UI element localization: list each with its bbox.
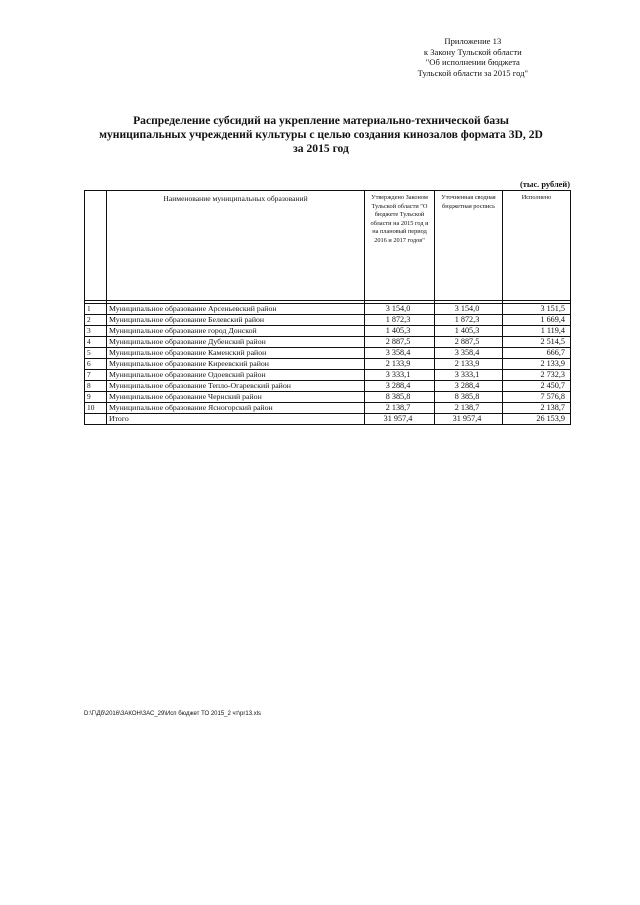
row-executed: 2 138,7 — [503, 403, 571, 414]
total-executed: 26 153,9 — [503, 414, 571, 425]
appendix-line-4: Тульской области за 2015 год" — [417, 67, 528, 78]
row-name: Муниципальное образование Арсеньевский район — [107, 304, 365, 315]
table-row — [85, 348, 571, 359]
row-refined: 2 133,9 — [435, 359, 503, 370]
total-label: Итого — [107, 414, 365, 425]
row-name: Муниципальное образование Каменский район — [107, 348, 365, 359]
row-approved: 2 887,5 — [365, 337, 435, 348]
row-executed: 2 514,5 — [503, 337, 571, 348]
row-executed: 2 450,7 — [503, 381, 571, 392]
units-label: (тыс. рублей) — [520, 180, 570, 189]
row-executed: 2 133,9 — [503, 359, 571, 370]
table-row — [85, 370, 571, 381]
row-name: Муниципальное образование Чернский район — [107, 392, 365, 403]
header-executed: Исполнено — [503, 191, 571, 301]
table-header-row — [85, 191, 571, 301]
appendix-line-2: к Закону Тульской области — [423, 46, 522, 57]
header-approved: Утверждено Законом Тульской области "О бюджете Тульской области на 2015 год и на плановый период 2016 и 2017 годов" — [365, 191, 435, 301]
table-row — [85, 392, 571, 403]
row-name: Муниципальное образование город Донской — [107, 326, 365, 337]
row-number: 10 — [85, 403, 107, 414]
row-approved: 8 385,8 — [365, 392, 435, 403]
table-row — [85, 304, 571, 315]
appendix-line-1: Приложение 13 — [444, 36, 502, 46]
table-row — [85, 359, 571, 370]
total-number — [85, 414, 107, 425]
row-number: 8 — [85, 381, 107, 392]
header-number — [85, 191, 107, 301]
row-executed: 3 151,5 — [503, 304, 571, 315]
row-refined: 3 154,0 — [435, 304, 503, 315]
row-name: Муниципальное образование Ясногорский район — [107, 403, 365, 414]
row-refined: 1 405,3 — [435, 326, 503, 337]
row-name: Муниципальное образование Киреевский район — [107, 359, 365, 370]
row-executed: 7 576,8 — [503, 392, 571, 403]
subsidy-table — [84, 190, 571, 425]
row-refined: 2 887,5 — [435, 337, 503, 348]
row-approved: 3 333,1 — [365, 370, 435, 381]
table-row — [85, 315, 571, 326]
title-line-1: Распределение субсидий на укрепление материально-технической базы — [133, 114, 509, 127]
header-name: Наименование муниципальных образований — [107, 191, 365, 301]
table-row — [85, 403, 571, 414]
title-line-3: за 2015 год — [293, 142, 349, 155]
row-executed: 1 119,4 — [503, 326, 571, 337]
row-refined: 3 333,1 — [435, 370, 503, 381]
row-refined: 1 872,3 — [435, 315, 503, 326]
row-name: Муниципальное образование Белевский район — [107, 315, 365, 326]
row-executed: 1 669,4 — [503, 315, 571, 326]
table-row — [85, 326, 571, 337]
document-title — [82, 114, 560, 156]
header-refined: Уточненная сводная бюджетная роспись — [435, 191, 503, 301]
row-number: 7 — [85, 370, 107, 381]
appendix-note — [418, 36, 528, 78]
row-approved: 2 133,9 — [365, 359, 435, 370]
row-executed: 2 732,3 — [503, 370, 571, 381]
row-approved: 1 405,3 — [365, 326, 435, 337]
row-number: 5 — [85, 348, 107, 359]
row-approved: 2 138,7 — [365, 403, 435, 414]
row-number: 4 — [85, 337, 107, 348]
row-refined: 8 385,8 — [435, 392, 503, 403]
row-refined: 3 358,4 — [435, 348, 503, 359]
file-path-footer: D:\Г\Дб\2016\ЗАКОН\ЗАС_29\Исп бюджет ТО 2015_2 чт\pr13.xls — [84, 711, 262, 717]
row-refined: 2 138,7 — [435, 403, 503, 414]
table-row — [85, 337, 571, 348]
row-name: Муниципальное образование Тепло-Огаревский район — [107, 381, 365, 392]
row-number: 2 — [85, 315, 107, 326]
row-approved: 3 288,4 — [365, 381, 435, 392]
row-approved: 1 872,3 — [365, 315, 435, 326]
total-approved: 31 957,4 — [365, 414, 435, 425]
table-total-row — [85, 414, 571, 425]
row-approved: 3 154,0 — [365, 304, 435, 315]
row-number: 3 — [85, 326, 107, 337]
total-refined: 31 957,4 — [435, 414, 503, 425]
row-name: Муниципальное образование Одоевский район — [107, 370, 365, 381]
row-name: Муниципальное образование Дубенский район — [107, 337, 365, 348]
row-refined: 3 288,4 — [435, 381, 503, 392]
table-row — [85, 381, 571, 392]
row-executed: 666,7 — [503, 348, 571, 359]
row-approved: 3 358,4 — [365, 348, 435, 359]
row-number: 9 — [85, 392, 107, 403]
row-number: 1 — [85, 304, 107, 315]
row-number: 6 — [85, 359, 107, 370]
title-line-2: муниципальных учреждений культуры с целью создания кинозалов формата 3D, 2D — [99, 128, 543, 141]
appendix-line-3: "Об исполнении бюджета — [425, 57, 520, 68]
